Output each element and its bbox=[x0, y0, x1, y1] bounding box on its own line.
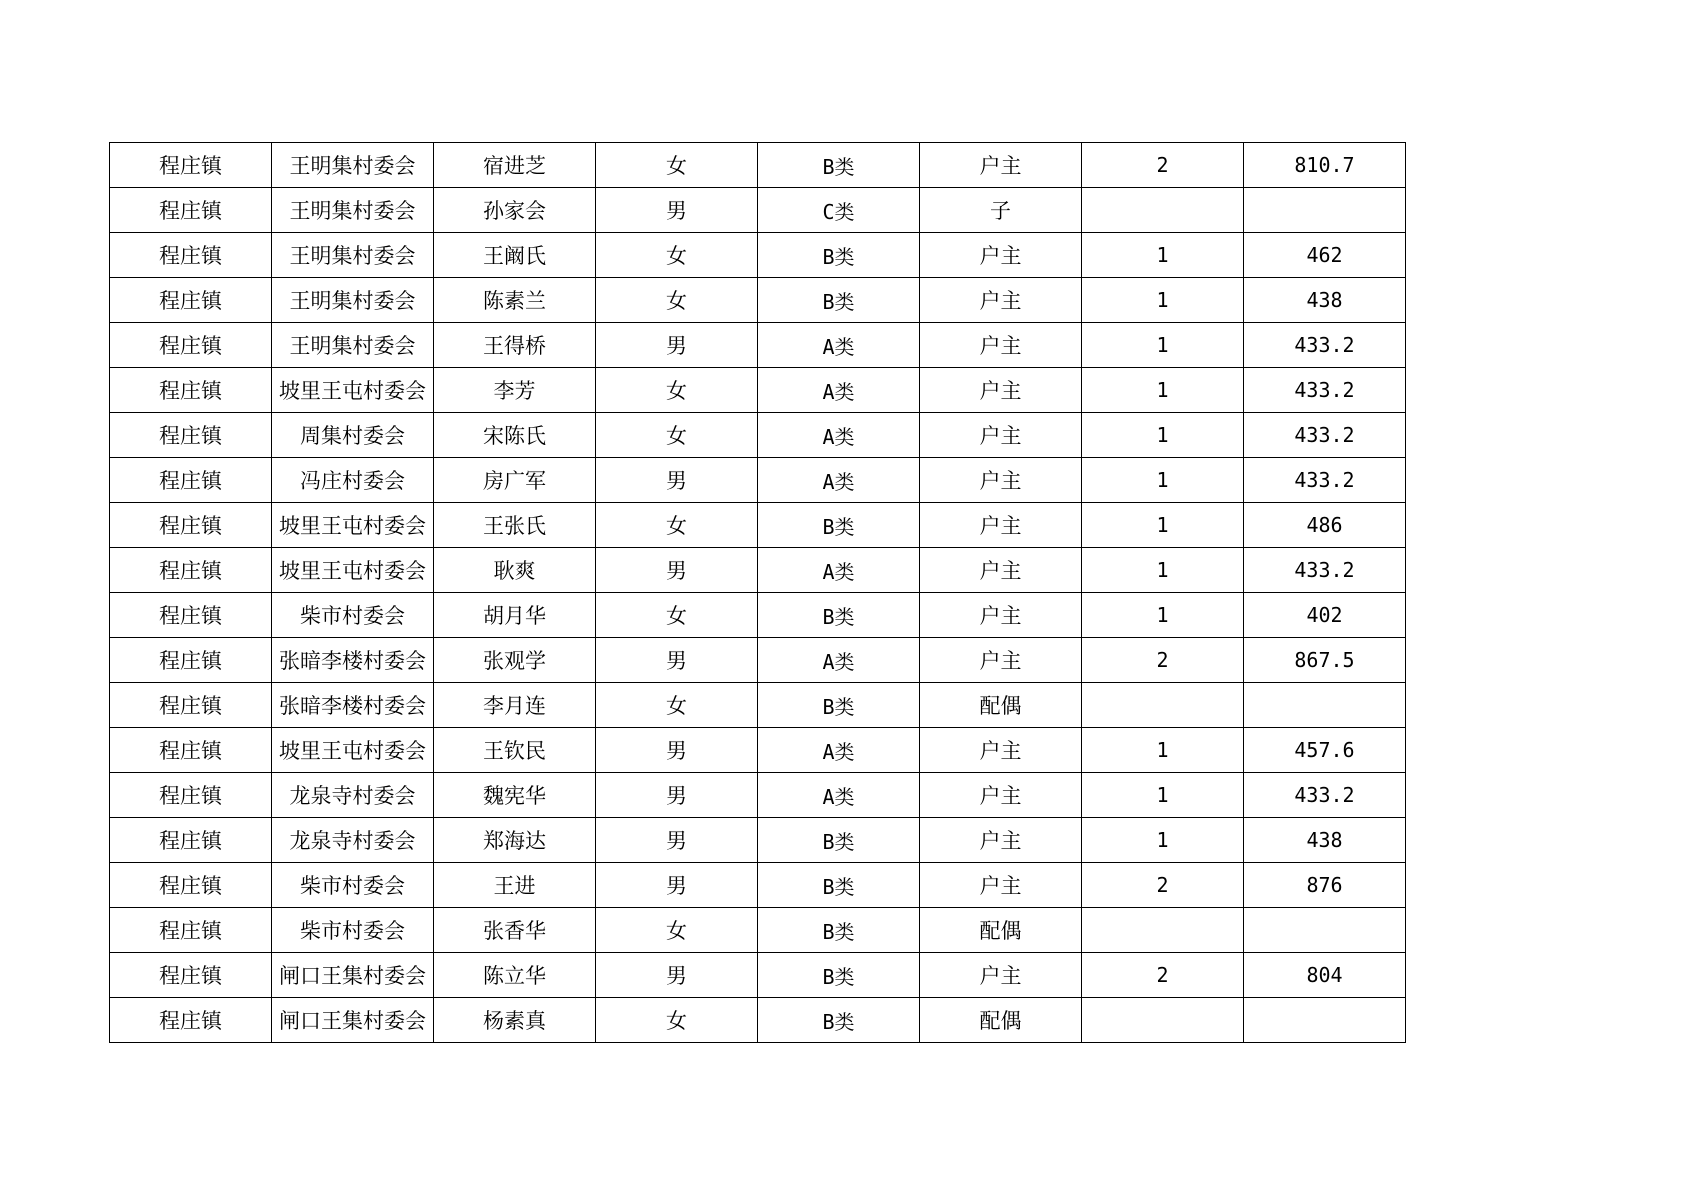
cell-amount bbox=[1244, 683, 1406, 728]
cell-village: 王明集村委会 bbox=[272, 188, 434, 233]
cell-relation: 户主 bbox=[920, 323, 1082, 368]
cell-town: 程庄镇 bbox=[110, 773, 272, 818]
cell-amount bbox=[1244, 908, 1406, 953]
cell-gender: 男 bbox=[596, 773, 758, 818]
cell-town: 程庄镇 bbox=[110, 998, 272, 1043]
cell-name: 耿爽 bbox=[434, 548, 596, 593]
table-row bbox=[110, 953, 1406, 998]
cell-gender: 男 bbox=[596, 458, 758, 503]
cell-gender: 女 bbox=[596, 998, 758, 1043]
cell-town: 程庄镇 bbox=[110, 638, 272, 683]
table-row bbox=[110, 413, 1406, 458]
cell-relation: 户主 bbox=[920, 503, 1082, 548]
cell-town: 程庄镇 bbox=[110, 593, 272, 638]
cell-amount: 433.2 bbox=[1244, 413, 1406, 458]
cell-gender: 男 bbox=[596, 638, 758, 683]
cell-count: 1 bbox=[1082, 818, 1244, 863]
cell-village: 龙泉寺村委会 bbox=[272, 818, 434, 863]
cell-relation: 户主 bbox=[920, 638, 1082, 683]
cell-relation: 配偶 bbox=[920, 998, 1082, 1043]
cell-count: 1 bbox=[1082, 728, 1244, 773]
cell-gender: 男 bbox=[596, 323, 758, 368]
cell-category: B类 bbox=[758, 818, 920, 863]
cell-amount: 867.5 bbox=[1244, 638, 1406, 683]
cell-name: 杨素真 bbox=[434, 998, 596, 1043]
cell-count: 2 bbox=[1082, 953, 1244, 998]
cell-town: 程庄镇 bbox=[110, 863, 272, 908]
table-row bbox=[110, 638, 1406, 683]
cell-name: 宋陈氏 bbox=[434, 413, 596, 458]
table-row bbox=[110, 908, 1406, 953]
table-row bbox=[110, 503, 1406, 548]
cell-relation: 配偶 bbox=[920, 683, 1082, 728]
cell-name: 张香华 bbox=[434, 908, 596, 953]
cell-gender: 男 bbox=[596, 818, 758, 863]
cell-town: 程庄镇 bbox=[110, 548, 272, 593]
cell-town: 程庄镇 bbox=[110, 728, 272, 773]
cell-count: 1 bbox=[1082, 593, 1244, 638]
cell-gender: 女 bbox=[596, 593, 758, 638]
table-row bbox=[110, 863, 1406, 908]
cell-town: 程庄镇 bbox=[110, 818, 272, 863]
cell-village: 王明集村委会 bbox=[272, 233, 434, 278]
cell-count: 2 bbox=[1082, 638, 1244, 683]
cell-village: 龙泉寺村委会 bbox=[272, 773, 434, 818]
cell-name: 王进 bbox=[434, 863, 596, 908]
cell-gender: 女 bbox=[596, 908, 758, 953]
cell-name: 郑海达 bbox=[434, 818, 596, 863]
cell-town: 程庄镇 bbox=[110, 908, 272, 953]
cell-gender: 女 bbox=[596, 503, 758, 548]
cell-amount: 457.6 bbox=[1244, 728, 1406, 773]
cell-count: 1 bbox=[1082, 503, 1244, 548]
cell-gender: 男 bbox=[596, 863, 758, 908]
cell-category: B类 bbox=[758, 908, 920, 953]
cell-relation: 户主 bbox=[920, 233, 1082, 278]
cell-category: B类 bbox=[758, 278, 920, 323]
cell-gender: 男 bbox=[596, 953, 758, 998]
table-row bbox=[110, 278, 1406, 323]
table-row bbox=[110, 458, 1406, 503]
cell-village: 王明集村委会 bbox=[272, 278, 434, 323]
cell-category: B类 bbox=[758, 953, 920, 998]
cell-gender: 女 bbox=[596, 368, 758, 413]
cell-category: B类 bbox=[758, 593, 920, 638]
cell-gender: 女 bbox=[596, 413, 758, 458]
cell-village: 王明集村委会 bbox=[272, 323, 434, 368]
cell-count: 2 bbox=[1082, 143, 1244, 188]
cell-category: A类 bbox=[758, 458, 920, 503]
cell-category: A类 bbox=[758, 638, 920, 683]
cell-town: 程庄镇 bbox=[110, 458, 272, 503]
cell-relation: 配偶 bbox=[920, 908, 1082, 953]
table-row bbox=[110, 368, 1406, 413]
table-body bbox=[110, 143, 1406, 1043]
cell-amount: 438 bbox=[1244, 818, 1406, 863]
cell-amount: 433.2 bbox=[1244, 368, 1406, 413]
cell-gender: 女 bbox=[596, 233, 758, 278]
table-row bbox=[110, 593, 1406, 638]
cell-category: B类 bbox=[758, 143, 920, 188]
cell-relation: 户主 bbox=[920, 728, 1082, 773]
cell-category: B类 bbox=[758, 233, 920, 278]
cell-name: 胡月华 bbox=[434, 593, 596, 638]
cell-relation: 户主 bbox=[920, 863, 1082, 908]
table-row bbox=[110, 773, 1406, 818]
cell-town: 程庄镇 bbox=[110, 368, 272, 413]
cell-amount: 433.2 bbox=[1244, 323, 1406, 368]
cell-count: 1 bbox=[1082, 278, 1244, 323]
cell-relation: 户主 bbox=[920, 143, 1082, 188]
cell-relation: 户主 bbox=[920, 773, 1082, 818]
cell-category: B类 bbox=[758, 998, 920, 1043]
cell-relation: 户主 bbox=[920, 278, 1082, 323]
cell-town: 程庄镇 bbox=[110, 323, 272, 368]
cell-count: 2 bbox=[1082, 863, 1244, 908]
cell-relation: 户主 bbox=[920, 368, 1082, 413]
cell-town: 程庄镇 bbox=[110, 233, 272, 278]
cell-village: 闸口王集村委会 bbox=[272, 953, 434, 998]
cell-gender: 女 bbox=[596, 278, 758, 323]
cell-count: 1 bbox=[1082, 368, 1244, 413]
cell-amount: 433.2 bbox=[1244, 548, 1406, 593]
cell-amount: 433.2 bbox=[1244, 458, 1406, 503]
cell-category: A类 bbox=[758, 323, 920, 368]
cell-village: 坡里王屯村委会 bbox=[272, 503, 434, 548]
cell-town: 程庄镇 bbox=[110, 143, 272, 188]
cell-village: 张暗李楼村委会 bbox=[272, 638, 434, 683]
cell-name: 陈立华 bbox=[434, 953, 596, 998]
cell-name: 王钦民 bbox=[434, 728, 596, 773]
cell-category: B类 bbox=[758, 683, 920, 728]
table-row bbox=[110, 143, 1406, 188]
cell-name: 房广军 bbox=[434, 458, 596, 503]
cell-category: B类 bbox=[758, 863, 920, 908]
cell-village: 柴市村委会 bbox=[272, 908, 434, 953]
cell-relation: 户主 bbox=[920, 413, 1082, 458]
cell-category: A类 bbox=[758, 773, 920, 818]
cell-count: 1 bbox=[1082, 233, 1244, 278]
cell-town: 程庄镇 bbox=[110, 413, 272, 458]
cell-name: 王张氏 bbox=[434, 503, 596, 548]
table-row bbox=[110, 548, 1406, 593]
cell-count: 1 bbox=[1082, 458, 1244, 503]
cell-count: 1 bbox=[1082, 773, 1244, 818]
cell-gender: 男 bbox=[596, 548, 758, 593]
cell-category: A类 bbox=[758, 728, 920, 773]
cell-name: 孙家会 bbox=[434, 188, 596, 233]
table-row bbox=[110, 683, 1406, 728]
cell-gender: 女 bbox=[596, 683, 758, 728]
cell-category: A类 bbox=[758, 548, 920, 593]
cell-gender: 男 bbox=[596, 188, 758, 233]
cell-count bbox=[1082, 188, 1244, 233]
cell-relation: 户主 bbox=[920, 593, 1082, 638]
cell-amount bbox=[1244, 998, 1406, 1043]
cell-count: 1 bbox=[1082, 548, 1244, 593]
data-table bbox=[109, 142, 1406, 1043]
cell-town: 程庄镇 bbox=[110, 953, 272, 998]
data-table-container bbox=[109, 142, 1406, 1043]
cell-village: 柴市村委会 bbox=[272, 593, 434, 638]
cell-amount: 810.7 bbox=[1244, 143, 1406, 188]
cell-amount: 433.2 bbox=[1244, 773, 1406, 818]
cell-gender: 男 bbox=[596, 728, 758, 773]
cell-count: 1 bbox=[1082, 413, 1244, 458]
cell-name: 李月连 bbox=[434, 683, 596, 728]
cell-village: 张暗李楼村委会 bbox=[272, 683, 434, 728]
cell-count bbox=[1082, 683, 1244, 728]
cell-category: C类 bbox=[758, 188, 920, 233]
cell-count bbox=[1082, 998, 1244, 1043]
cell-village: 坡里王屯村委会 bbox=[272, 368, 434, 413]
cell-relation: 子 bbox=[920, 188, 1082, 233]
cell-town: 程庄镇 bbox=[110, 278, 272, 323]
cell-town: 程庄镇 bbox=[110, 188, 272, 233]
table-row bbox=[110, 728, 1406, 773]
cell-village: 冯庄村委会 bbox=[272, 458, 434, 503]
cell-name: 王得桥 bbox=[434, 323, 596, 368]
cell-name: 王阚氏 bbox=[434, 233, 596, 278]
cell-name: 李芳 bbox=[434, 368, 596, 413]
cell-category: A类 bbox=[758, 413, 920, 458]
table-row bbox=[110, 998, 1406, 1043]
cell-relation: 户主 bbox=[920, 458, 1082, 503]
cell-amount: 486 bbox=[1244, 503, 1406, 548]
cell-relation: 户主 bbox=[920, 953, 1082, 998]
cell-name: 陈素兰 bbox=[434, 278, 596, 323]
cell-town: 程庄镇 bbox=[110, 683, 272, 728]
table-row bbox=[110, 323, 1406, 368]
cell-gender: 女 bbox=[596, 143, 758, 188]
cell-amount: 438 bbox=[1244, 278, 1406, 323]
cell-amount: 462 bbox=[1244, 233, 1406, 278]
cell-category: B类 bbox=[758, 503, 920, 548]
cell-village: 柴市村委会 bbox=[272, 863, 434, 908]
cell-name: 张观学 bbox=[434, 638, 596, 683]
table-row bbox=[110, 233, 1406, 278]
cell-amount: 804 bbox=[1244, 953, 1406, 998]
table-row bbox=[110, 818, 1406, 863]
cell-name: 宿进芝 bbox=[434, 143, 596, 188]
cell-village: 坡里王屯村委会 bbox=[272, 548, 434, 593]
cell-village: 王明集村委会 bbox=[272, 143, 434, 188]
cell-count bbox=[1082, 908, 1244, 953]
cell-amount bbox=[1244, 188, 1406, 233]
cell-name: 魏宪华 bbox=[434, 773, 596, 818]
cell-relation: 户主 bbox=[920, 548, 1082, 593]
cell-amount: 876 bbox=[1244, 863, 1406, 908]
cell-village: 闸口王集村委会 bbox=[272, 998, 434, 1043]
cell-relation: 户主 bbox=[920, 818, 1082, 863]
cell-amount: 402 bbox=[1244, 593, 1406, 638]
cell-village: 周集村委会 bbox=[272, 413, 434, 458]
cell-category: A类 bbox=[758, 368, 920, 413]
cell-village: 坡里王屯村委会 bbox=[272, 728, 434, 773]
table-row bbox=[110, 188, 1406, 233]
cell-town: 程庄镇 bbox=[110, 503, 272, 548]
cell-count: 1 bbox=[1082, 323, 1244, 368]
